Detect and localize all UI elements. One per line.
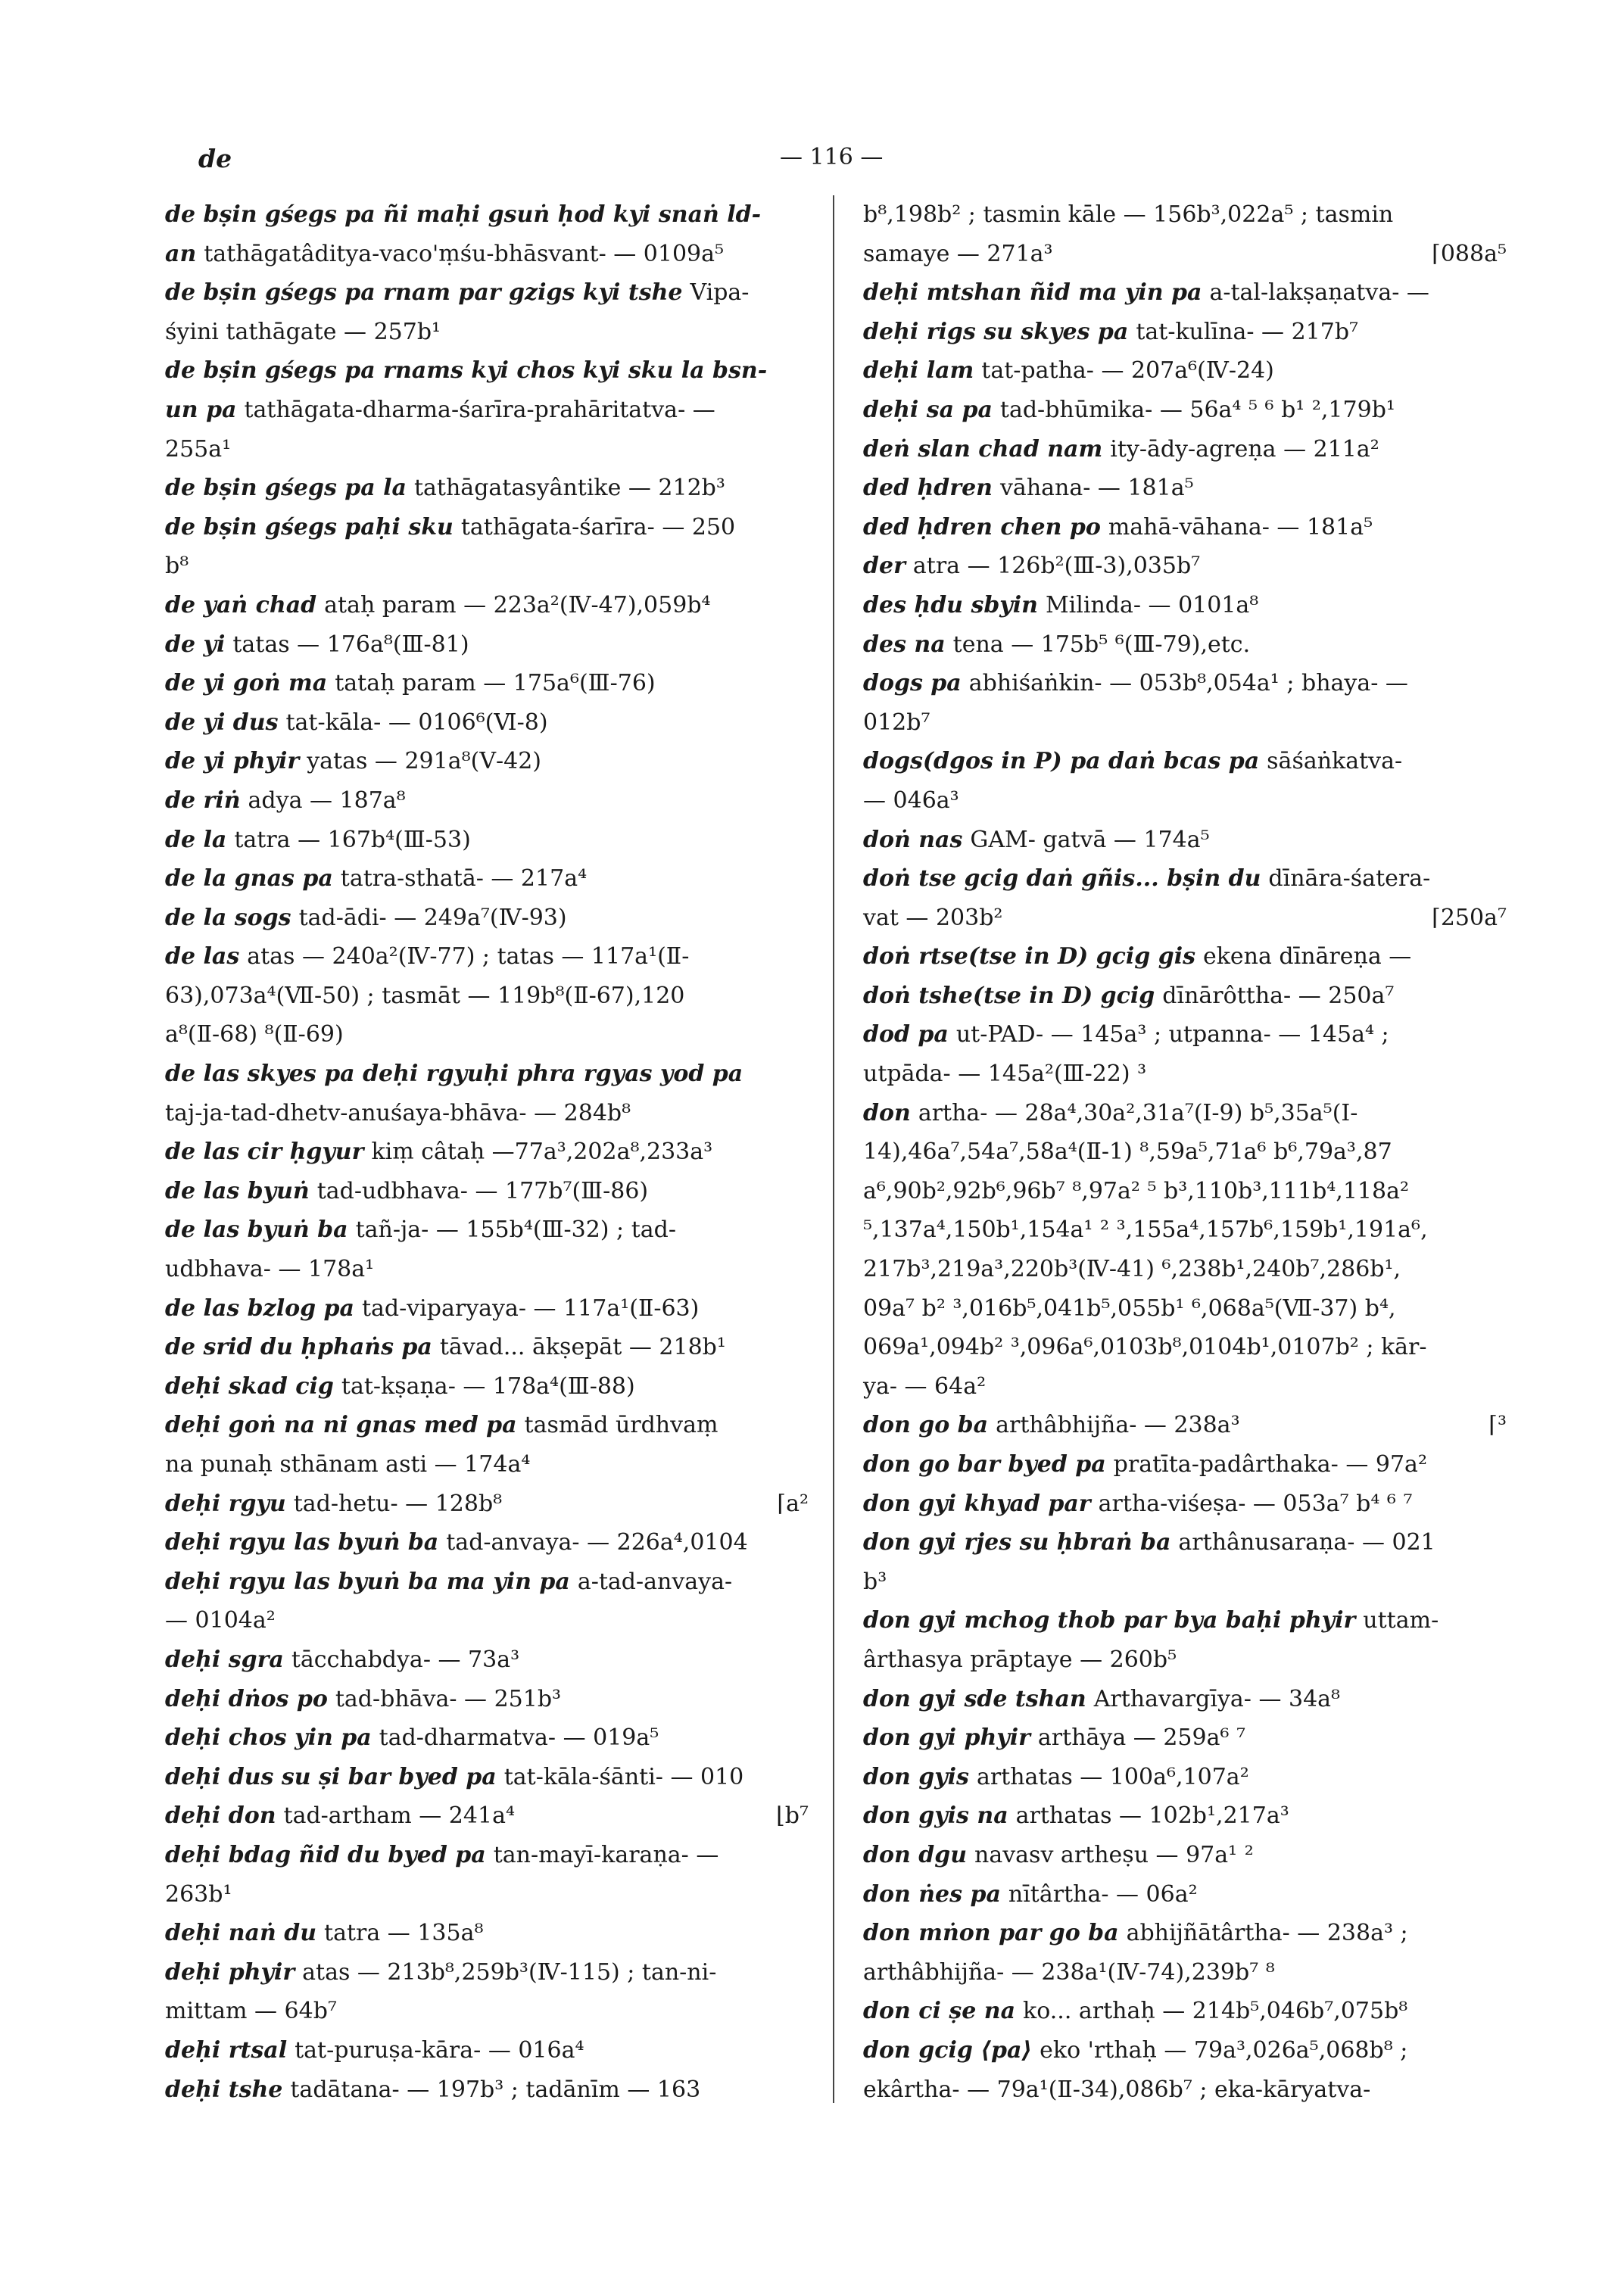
dictionary-line: [863, 2031, 1507, 2070]
dictionary-line: [863, 1367, 1507, 1407]
dictionary-line: [863, 1523, 1507, 1562]
gloss: tāvad... ākṣepāt — 218b¹: [439, 1334, 726, 1361]
gloss: tathāgata-dharma-śarīra-prahāritatva- —: [244, 396, 715, 423]
dictionary-line: [165, 235, 809, 274]
headword: deḥi rtsal: [165, 2036, 288, 2064]
gloss: Vipa-: [690, 279, 750, 307]
dictionary-line: [165, 1601, 809, 1640]
dictionary-line: [863, 781, 1507, 821]
headword: don ci ṣe na: [863, 1998, 1016, 2025]
gloss: 63),073a⁴(Ⅶ-50) ; tasmāt — 119b⁸(Ⅱ-67),120: [165, 982, 685, 1009]
gloss: śyini tathāgate — 257b¹: [165, 318, 441, 345]
dictionary-line: [863, 430, 1507, 469]
dictionary-line: [165, 1055, 809, 1094]
gloss: ya- — 64a²: [863, 1372, 987, 1400]
headword: ded ḥdren: [863, 475, 993, 502]
headword: deḥi dṅos po: [165, 1685, 328, 1712]
gloss: tad-hetu- — 128b⁸: [293, 1490, 503, 1517]
dictionary-line: [863, 1992, 1507, 2031]
gloss: Arthavargīya- — 34a⁸: [1093, 1685, 1341, 1712]
headword: dod pa: [863, 1021, 949, 1048]
dictionary-line: [863, 351, 1507, 391]
dictionary-line: [165, 1836, 809, 1875]
gloss: tad-bhūmika- — 56a⁴ ⁵ ⁶ b¹ ²,179b¹: [999, 396, 1395, 423]
gloss: ko... arthaḥ — 214b⁵,046b⁷,075b⁸: [1023, 1998, 1408, 2025]
dictionary-line: [165, 1992, 809, 2031]
gloss: Milinda- — 0101a⁸: [1045, 591, 1259, 618]
dictionary-line: [863, 1250, 1507, 1289]
page-number: — 116 —: [780, 144, 884, 170]
gloss: 217b³,219a³,220b³(Ⅳ-41) ⁶,238b¹,240b⁷,286b¹,: [863, 1256, 1401, 1283]
dictionary-line: [863, 1094, 1507, 1133]
dictionary-line: [165, 351, 809, 391]
dictionary-line: [863, 937, 1507, 977]
gloss: vat — 203b²: [863, 904, 1003, 931]
column-divider: [833, 195, 834, 2103]
gloss: na punaḥ sthānam asti — 174a⁴: [165, 1451, 531, 1478]
dictionary-line: [165, 1210, 809, 1250]
headword: don mṅon par go ba: [863, 1920, 1119, 1947]
dictionary-line: [165, 703, 809, 743]
gloss: dīnārôttha- — 250a⁷: [1162, 982, 1395, 1009]
gloss: b⁸: [165, 553, 189, 580]
headword: deḥi mtshan ñid ma yin pa: [863, 279, 1202, 307]
gloss: 14),46a⁷,54a⁷,58a⁴(Ⅱ-1) ⁸,59a⁵,71a⁶ b⁶,79a³,87: [863, 1139, 1392, 1166]
dictionary-line: [863, 586, 1507, 625]
dictionary-line: [863, 2070, 1507, 2110]
gloss: tad-dharmatva- — 019a⁵: [379, 1724, 659, 1752]
gloss: 263b¹: [165, 1880, 232, 1908]
headword: de la sogs: [165, 904, 291, 931]
headword: de la: [165, 826, 227, 853]
headword: de las skyes pa deḥi rgyuḥi phra rgyas yod pa: [165, 1061, 743, 1088]
dictionary-line: [863, 625, 1507, 665]
dictionary-line: [863, 1445, 1507, 1485]
dictionary-line: [863, 235, 1507, 274]
gloss: a⁶,90b²,92b⁶,96b⁷ ⁸,97a² ⁵ b³,110b³,111b⁴,118a²: [863, 1177, 1410, 1204]
dictionary-line: [165, 1758, 809, 1797]
gloss: uttam-: [1363, 1607, 1439, 1634]
gloss: yatas — 291a⁸(Ⅴ-42): [307, 748, 542, 775]
headword: des ḥdu sbyin: [863, 591, 1038, 618]
dictionary-line: [165, 1485, 809, 1524]
gloss: tācchabdya- — 73a³: [291, 1646, 520, 1673]
headword: an: [165, 240, 197, 267]
gloss: 255a¹: [165, 435, 232, 463]
dictionary-line: [165, 937, 809, 977]
headword: doṅ rtse(tse in D) gcig gis: [863, 943, 1195, 970]
dictionary-line: [863, 1406, 1507, 1445]
gloss: eko 'rthaḥ — 79a³,026a⁵,068b⁸ ;: [1040, 2036, 1408, 2064]
headword: de las cir ḥgyur: [165, 1139, 364, 1166]
dictionary-line: [165, 625, 809, 665]
dictionary-line: [165, 195, 809, 235]
running-head: de: [198, 144, 232, 173]
dictionary-line: [165, 1367, 809, 1407]
headword: de las byuṅ: [165, 1177, 310, 1204]
dictionary-line: [165, 2031, 809, 2070]
gloss: abhijñātârtha- — 238a³ ;: [1126, 1920, 1408, 1947]
gloss: mittam — 64b⁷: [165, 1998, 337, 2025]
margin-mark: ⌈³: [1488, 1412, 1507, 1439]
dictionary-line: [863, 1485, 1507, 1524]
headword: don: [863, 1099, 911, 1126]
headword: des na: [863, 631, 946, 658]
gloss: artha-viśeṣa- — 053a⁷ b⁴ ⁶ ⁷: [1098, 1490, 1413, 1517]
gloss: tadātana- — 197b³ ; tadānīm — 163: [290, 2076, 701, 2103]
headword: don go ba: [863, 1412, 989, 1439]
gloss: pratīta-padârthaka- — 97a²: [1113, 1451, 1427, 1478]
headword: deḥi skad cig: [165, 1372, 334, 1400]
margin-mark: ⌈a²: [777, 1490, 809, 1517]
dictionary-line: [165, 859, 809, 899]
headword: don gyi rjes su ḥbraṅ ba: [863, 1529, 1171, 1556]
dictionary-line: [863, 1210, 1507, 1250]
gloss: dīnāra-śatera-: [1268, 865, 1431, 893]
dictionary-line: [165, 391, 809, 430]
gloss: 069a¹,094b² ³,096a⁶,0103b⁸,0104b¹,0107b² ; kār-: [863, 1334, 1427, 1361]
dictionary-line: [863, 1953, 1507, 1992]
headword: de bṣin gśegs pa ñi maḥi gsuṅ ḥod kyi snaṅ ld-: [165, 201, 762, 228]
dictionary-line: [863, 547, 1507, 586]
gloss: tatra — 135a⁸: [324, 1920, 484, 1947]
dictionary-line: [165, 1132, 809, 1172]
gloss: — 046a³: [863, 787, 959, 814]
headword: deḥi don: [165, 1802, 276, 1830]
gloss: tathāgatâditya-vaco'ṃśu-bhāsvant- — 0109a⁵: [204, 240, 725, 267]
dictionary-line: [165, 821, 809, 860]
gloss: a-tad-anvaya-: [577, 1568, 733, 1595]
headword: un pa: [165, 396, 237, 423]
headword: de yaṅ chad: [165, 591, 317, 618]
headword: deḥi tshe: [165, 2076, 283, 2103]
dictionary-line: [863, 1836, 1507, 1875]
headword: deḥi rigs su skyes pa: [863, 318, 1129, 345]
gloss: ârthasya prāptaye — 260b⁵: [863, 1646, 1177, 1673]
gloss: utpāda- — 145a²(Ⅲ-22) ³: [863, 1061, 1147, 1088]
gloss: sāśaṅkatva-: [1267, 748, 1403, 775]
headword: don gyi phyir: [863, 1724, 1030, 1752]
gloss: tataḥ param — 175a⁶(Ⅲ-76): [335, 670, 656, 697]
dictionary-line: [863, 1015, 1507, 1055]
dictionary-line: [165, 1445, 809, 1485]
gloss: atas — 213b⁸,259b³(Ⅳ-115) ; tan-ni-: [302, 1958, 717, 1986]
dictionary-line: [165, 313, 809, 352]
gloss: abhiśaṅkin- — 053b⁸,054a¹ ; bhaya- —: [968, 670, 1408, 697]
gloss: ekârtha- — 79a¹(Ⅱ-34),086b⁷ ; eka-kāryatva-: [863, 2076, 1371, 2103]
gloss: arthatas — 100a⁶,107a²: [976, 1763, 1249, 1790]
gloss: taj-ja-tad-dhetv-anuśaya-bhāva- — 284b⁸: [165, 1099, 631, 1126]
dictionary-line: [863, 1914, 1507, 1953]
gloss: tathāgatasyântike — 212b³: [413, 475, 725, 502]
dictionary-line: [165, 1875, 809, 1914]
gloss: tatas — 176a⁸(Ⅲ-81): [232, 631, 469, 658]
gloss: tañ-ja- — 155b⁴(Ⅲ-32) ; tad-: [355, 1217, 676, 1244]
headword: deḥi rgyu las byuṅ ba: [165, 1529, 439, 1556]
gloss: tad-bhāva- — 251b³: [335, 1685, 562, 1712]
dictionary-line: [863, 1289, 1507, 1329]
gloss: tat-puruṣa-kāra- — 016a⁴: [295, 2036, 584, 2064]
dictionary-line: [165, 1015, 809, 1055]
headword: deḥi sgra: [165, 1646, 284, 1673]
dictionary-line: [863, 977, 1507, 1016]
headword: don dgu: [863, 1841, 968, 1868]
gloss: atra — 126b²(Ⅲ-3),035b⁷: [912, 553, 1201, 580]
dictionary-line: [165, 2070, 809, 2110]
gloss: tad-artham — 241a⁴: [283, 1802, 515, 1830]
dictionary-line: [165, 1172, 809, 1211]
gloss: tad-udbhava- — 177b⁷(Ⅲ-86): [316, 1177, 649, 1204]
dictionary-line: [165, 1953, 809, 1992]
headword: don gyi sde tshan: [863, 1685, 1086, 1712]
gloss: tena — 175b⁵ ⁶(Ⅲ-79),etc.: [952, 631, 1251, 658]
headword: deḥi naṅ du: [165, 1920, 317, 1947]
dictionary-line: [863, 1875, 1507, 1914]
dictionary-line: [863, 1601, 1507, 1640]
gloss: tathāgata-śarīra- — 250: [460, 513, 736, 541]
dictionary-line: [165, 1914, 809, 1953]
headword: de bṣin gśegs pa rnam par gzigs kyi tshe: [165, 279, 683, 307]
headword: deḥi chos yin pa: [165, 1724, 372, 1752]
gloss: navasv artheṣu — 97a¹ ²: [974, 1841, 1254, 1868]
gloss: tatra — 167b⁴(Ⅲ-53): [234, 826, 471, 853]
dictionary-line: [165, 1640, 809, 1680]
headword: dogs pa: [863, 670, 962, 697]
headword: de yi dus: [165, 709, 279, 736]
dictionary-line: [863, 899, 1507, 938]
dictionary-line: [165, 977, 809, 1016]
gloss: tat-patha- — 207a⁶(Ⅳ-24): [981, 357, 1274, 385]
gloss: atas — 240a²(Ⅳ-77) ; tatas — 117a¹(Ⅱ-: [247, 943, 690, 970]
gloss: adya — 187a⁸: [248, 787, 406, 814]
headword: de bṣin gśegs pa la: [165, 475, 407, 502]
dictionary-line: [863, 1796, 1507, 1836]
dictionary-line: [165, 469, 809, 508]
dictionary-line: [863, 469, 1507, 508]
page-header: [0, 144, 1624, 189]
headword: de las bzlog pa: [165, 1294, 354, 1322]
dictionary-line: [165, 742, 809, 781]
gloss: arthâbhijña- — 238a¹(Ⅳ-74),239b⁷ ⁸: [863, 1958, 1275, 1986]
headword: don gyis na: [863, 1802, 1008, 1830]
dictionary-line: [863, 1562, 1507, 1602]
gloss: tasmād ūrdhvaṃ: [524, 1412, 718, 1439]
dictionary-line: [165, 430, 809, 469]
dictionary-line: [863, 1640, 1507, 1680]
headword: deḥi dus su ṣi bar byed pa: [165, 1763, 497, 1790]
gloss: tat-kāla- — 0106⁶(Ⅵ-8): [285, 709, 548, 736]
dictionary-line: [863, 1328, 1507, 1367]
gloss: 012b⁷: [863, 709, 930, 736]
headword: doṅ tse gcig daṅ gñis... bṣin du: [863, 865, 1261, 893]
gloss: 09a⁷ b² ³,016b⁵,041b⁵,055b¹ ⁶,068a⁵(Ⅶ-37) b⁴,: [863, 1294, 1396, 1322]
gloss: ity-ādy-agreṇa — 211a²: [1110, 435, 1379, 463]
headword: deḥi phyir: [165, 1958, 295, 1986]
dictionary-line: [863, 664, 1507, 703]
dictionary-line: [863, 1758, 1507, 1797]
dictionary-line: [863, 859, 1507, 899]
gloss: a⁸(Ⅱ-68) ⁸(Ⅱ-69): [165, 1021, 344, 1048]
headword: doṅ nas: [863, 826, 963, 853]
gloss: artha- — 28a⁴,30a²,31a⁷(Ⅰ-9) b⁵,35a⁵(Ⅰ-: [918, 1099, 1358, 1126]
right-column: [863, 195, 1507, 2109]
gloss: ekena dīnāreṇa —: [1202, 943, 1412, 970]
headword: de yi: [165, 631, 226, 658]
headword: de yi goṅ ma: [165, 670, 328, 697]
dictionary-line: [165, 547, 809, 586]
dictionary-line: [165, 1328, 809, 1367]
dictionary-line: [863, 1718, 1507, 1758]
headword: de las: [165, 943, 240, 970]
dictionary-line: [863, 703, 1507, 743]
headword: deḥi goṅ na ni gnas med pa: [165, 1412, 517, 1439]
gloss: tad-viparyaya- — 117a¹(Ⅱ-63): [361, 1294, 700, 1322]
gloss: kiṃ câtaḥ —77a³,202a⁸,233a³: [371, 1139, 713, 1166]
dictionary-line: [165, 781, 809, 821]
dictionary-line: [165, 1796, 809, 1836]
gloss: samaye — 271a³: [863, 240, 1053, 267]
headword: deḥi bdag ñid du byed pa: [165, 1841, 486, 1868]
gloss: mahā-vāhana- — 181a⁵: [1108, 513, 1373, 541]
margin-mark: ⌈088a⁵: [1432, 240, 1507, 267]
gloss: GAM- gatvā — 174a⁵: [970, 826, 1210, 853]
gloss: arthatas — 102b¹,217a³: [1015, 1802, 1289, 1830]
headword: de bṣin gśegs paḥi sku: [165, 513, 454, 541]
gloss: b⁸,198b² ; tasmin kāle — 156b³,022a⁵ ; tasmin: [863, 201, 1394, 228]
dictionary-line: [863, 508, 1507, 547]
gloss: vāhana- — 181a⁵: [999, 475, 1194, 502]
headword: don gyis: [863, 1763, 969, 1790]
headword: de las byuṅ ba: [165, 1217, 348, 1244]
headword: ded ḥdren chen po: [863, 513, 1101, 541]
headword: de srid du ḥphaṅs pa: [165, 1334, 432, 1361]
gloss: udbhava- — 178a¹: [165, 1256, 375, 1283]
gloss: tad-ādi- — 249a⁷(Ⅳ-93): [298, 904, 567, 931]
dictionary-line: [863, 1055, 1507, 1094]
gloss: tad-anvaya- — 226a⁴,0104: [446, 1529, 748, 1556]
dictionary-line: [165, 1523, 809, 1562]
gloss: ataḥ param — 223a²(Ⅳ-47),059b⁴: [324, 591, 711, 618]
gloss: tat-kulīna- — 217b⁷: [1136, 318, 1359, 345]
headword: deṅ slan chad nam: [863, 435, 1103, 463]
left-column: [165, 195, 809, 2109]
headword: don gcig ⟨pa⟩: [863, 2036, 1033, 2064]
headword: de bṣin gśegs pa rnams kyi chos kyi sku la bsn-: [165, 357, 768, 385]
dictionary-line: [165, 899, 809, 938]
gloss: arthāya — 259a⁶ ⁷: [1037, 1724, 1246, 1752]
gloss: b³: [863, 1568, 887, 1595]
headword: deḥi sa pa: [863, 396, 993, 423]
gloss: nītârtha- — 06a²: [1008, 1880, 1198, 1908]
headword: deḥi lam: [863, 357, 974, 385]
headword: deḥi rgyu: [165, 1490, 286, 1517]
dictionary-line: [165, 1680, 809, 1719]
dictionary-line: [863, 313, 1507, 352]
gloss: tat-kṣaṇa- — 178a⁴(Ⅲ-88): [341, 1372, 635, 1400]
dictionary-line: [165, 664, 809, 703]
dictionary-line: [863, 273, 1507, 313]
headword: deḥi rgyu las byuṅ ba ma yin pa: [165, 1568, 570, 1595]
dictionary-line: [165, 1289, 809, 1329]
headword: don gyi khyad par: [863, 1490, 1091, 1517]
headword: de riṅ: [165, 787, 241, 814]
gloss: — 0104a²: [165, 1607, 276, 1634]
headword: de yi phyir: [165, 748, 300, 775]
gloss: arthâbhijña- — 238a³: [996, 1412, 1240, 1439]
dictionary-line: [863, 742, 1507, 781]
headword: don gyi mchog thob par bya baḥi phyir: [863, 1607, 1356, 1634]
gloss: tat-kāla-śānti- — 010: [503, 1763, 744, 1790]
dictionary-line: [165, 1094, 809, 1133]
gloss: arthânusaraṇa- — 021: [1178, 1529, 1435, 1556]
gloss: ut-PAD- — 145a³ ; utpanna- — 145a⁴ ;: [955, 1021, 1389, 1048]
dictionary-line: [863, 391, 1507, 430]
dictionary-line: [165, 586, 809, 625]
gloss: ⁵,137a⁴,150b¹,154a¹ ² ³,155a⁴,157b⁶,159b¹,191a⁶,: [863, 1217, 1428, 1244]
margin-mark: ⌊b⁷: [776, 1802, 809, 1830]
gloss: tan-mayī-karaṇa- —: [493, 1841, 719, 1868]
gloss: tatra-sthatā- — 217a⁴: [340, 865, 588, 893]
dictionary-line: [863, 821, 1507, 860]
gloss: a-tal-lakṣaṇatva- —: [1209, 279, 1429, 307]
dictionary-line: [863, 1172, 1507, 1211]
dictionary-line: [165, 1250, 809, 1289]
dictionary-line: [165, 508, 809, 547]
headword: de la gnas pa: [165, 865, 333, 893]
headword: dogs(dgos in P) pa daṅ bcas pa: [863, 748, 1260, 775]
headword: don go bar byed pa: [863, 1451, 1106, 1478]
headword: der: [863, 553, 906, 580]
dictionary-line: [863, 1132, 1507, 1172]
dictionary-line: [165, 1718, 809, 1758]
margin-mark: ⌈250a⁷: [1432, 904, 1507, 931]
dictionary-line: [165, 273, 809, 313]
dictionary-line: [165, 1562, 809, 1602]
dictionary-line: [165, 1406, 809, 1445]
headword: doṅ tshe(tse in D) gcig: [863, 982, 1155, 1009]
headword: don ṅes pa: [863, 1880, 1001, 1908]
dictionary-line: [863, 195, 1507, 235]
dictionary-line: [863, 1680, 1507, 1719]
